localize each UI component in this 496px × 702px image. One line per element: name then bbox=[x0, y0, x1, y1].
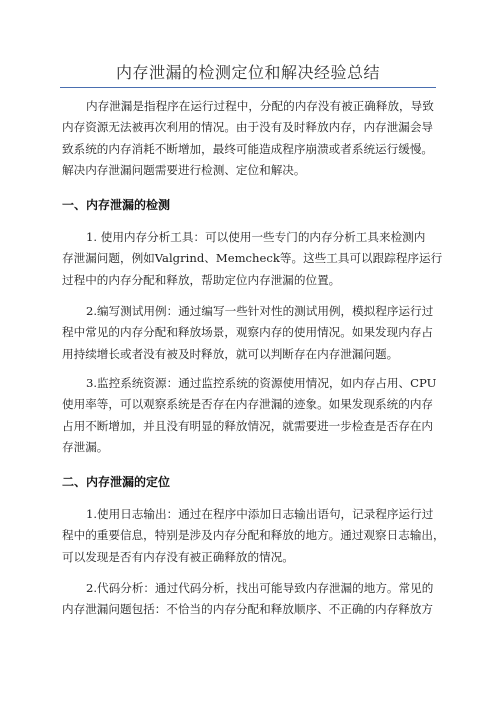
s2-item2-line-2: 内存泄漏问题包括：不恰当的内存分配和释放顺序、不正确的内存释放方 bbox=[62, 602, 434, 616]
s2-item1-line-1: 1.使用日志输出：通过在程序中添加日志输出语句，记录程序运行过 bbox=[86, 507, 434, 521]
s1-item3-line-1: 3.监控系统资源：通过监控系统的资源使用情况，如内存占用、CPU bbox=[86, 376, 437, 390]
intro-line-1: 内存泄漏是指程序在运行过程中，分配的内存没有被正确释放，导致 bbox=[86, 99, 434, 113]
section-2-heading: 二、内存泄漏的定位 bbox=[62, 475, 171, 489]
s1-item3-line-3: 占用不断增加，并且没有明显的释放情况，就需要进一步检查是否存在内 bbox=[62, 419, 434, 433]
s2-item2-line-1: 2.代码分析：通过代码分析，找出可能导致内存泄漏的地方。常见的 bbox=[86, 581, 434, 595]
s1-item1-line-1: 1. 使用内存分析工具：可以使用一些专门的内存分析工具来检测内 bbox=[86, 230, 426, 244]
s1-item1-line-3: 过程中的内存分配和释放，帮助定位内存泄漏的位置。 bbox=[62, 273, 341, 287]
s1-item1-line-2: 存泄漏问题，例如Valgrind、Memcheck等。这些工具可以跟踪程序运行 bbox=[62, 251, 443, 265]
title-underline bbox=[60, 87, 436, 88]
s1-item2-line-2: 程中常见的内存分配和释放场景，观察内存的使用情况。如果发现内存占 bbox=[62, 325, 434, 339]
intro-line-2: 内存资源无法被再次利用的情况。由于没有及时释放内存，内存泄漏会导 bbox=[62, 120, 434, 134]
intro-line-4: 解决内存泄漏问题需要进行检测、定位和解决。 bbox=[62, 163, 306, 177]
s1-item3-line-4: 存泄漏。 bbox=[62, 440, 109, 454]
intro-line-3: 致系统的内存消耗不断增加，最终可能造成程序崩溃或者系统运行缓慢。 bbox=[62, 142, 434, 156]
document-title: 内存泄漏的检测定位和解决经验总结 bbox=[115, 63, 380, 82]
s2-item1-line-3: 可以发现是否有内存没有被正确释放的情况。 bbox=[62, 550, 294, 564]
s1-item2-line-3: 用持续增长或者没有被及时释放，就可以判断存在内存泄漏问题。 bbox=[62, 347, 399, 361]
section-1-heading: 一、内存泄漏的检测 bbox=[62, 198, 171, 212]
s1-item3-line-2: 使用率等，可以观察系统是否存在内存泄漏的迹象。如果发现系统的内存 bbox=[62, 397, 434, 411]
s2-item1-line-2: 程中的重要信息，特别是涉及内存分配和释放的地方。通过观察日志输出， bbox=[62, 528, 445, 542]
s1-item2-line-1: 2.编写测试用例：通过编写一些针对性的测试用例，模拟程序运行过 bbox=[86, 304, 434, 318]
